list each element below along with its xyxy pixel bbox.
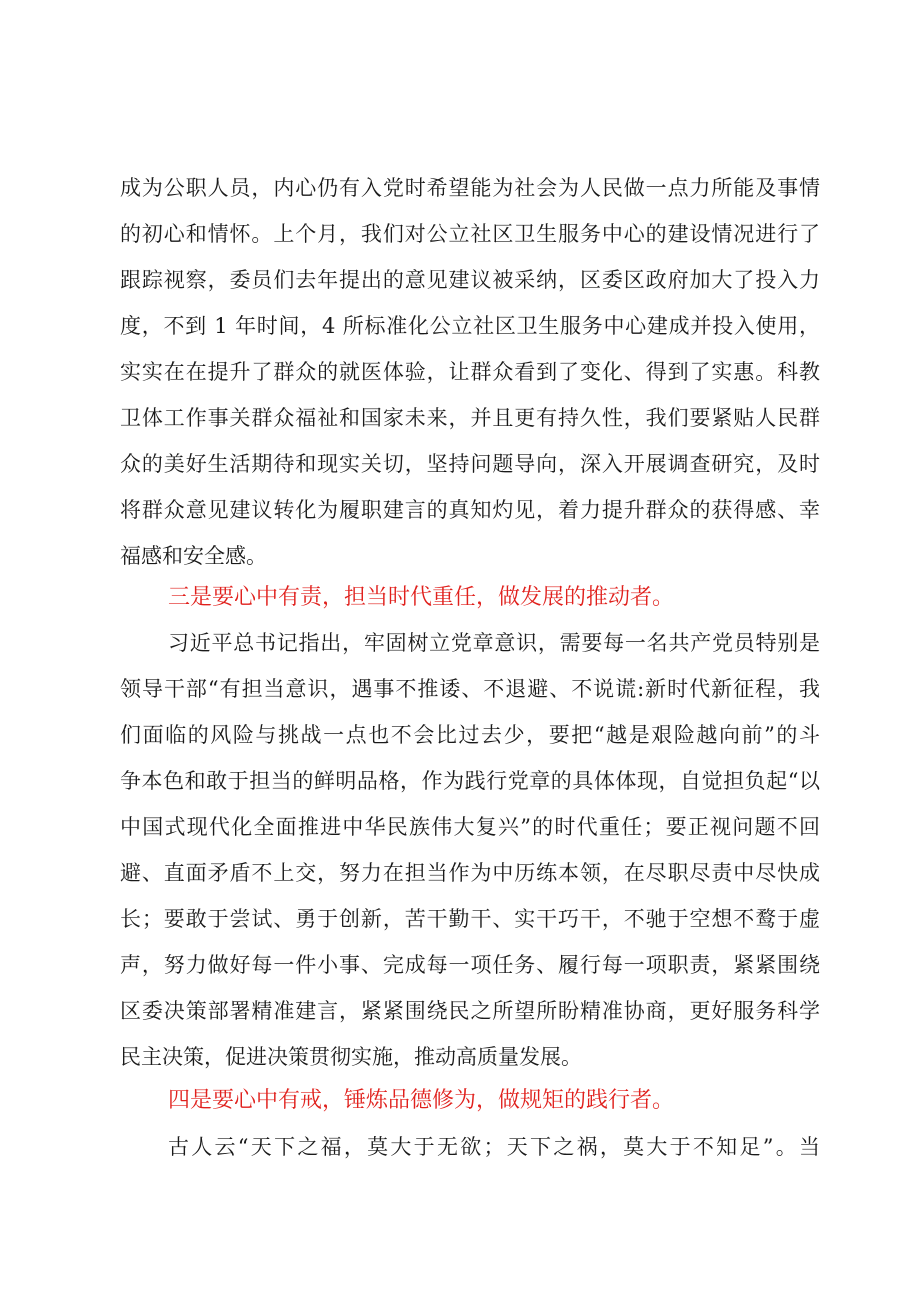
paragraph2-line: 长；要敢于尝试、勇于创新，苦干勤干、实干巧干，不驰于空想不鹜于虚: [120, 907, 820, 931]
paragraph2-line: 中国式现代化全面推进中华民族伟大复兴”的时代重任；要正视问题不回: [120, 815, 820, 839]
paragraph2-line: 民主决策，促进决策贯彻实施，推动高质量发展。: [120, 1045, 582, 1069]
paragraph2-line: 争本色和敢于担当的鲜明品格，作为践行党章的具体体现，自觉担负起“以: [120, 769, 820, 793]
paragraph1-line: 众的美好生活期待和现实关切，坚持问题导向，深入开展调查研究，及时: [120, 452, 820, 476]
paragraph2-line: 们面临的风险与挑战一点也不会比过去少，要把“越是艰险越向前”的斗: [120, 723, 820, 747]
paragraph1-line: 的初心和情怀。上个月，我们对公立社区卫生服务中心的建设情况进行了: [120, 222, 820, 246]
section-heading-4: 四是要心中有戒，锤炼品德修为，做规矩的践行者。: [168, 1088, 675, 1113]
paragraph1-line: 成为公职人员，内心仍有入党时希望能为社会为人民做一点力所能及事情: [120, 176, 820, 200]
paragraph2-line: 避、直面矛盾不上交，努力在担当作为中历练本领，在尽职尽责中尽快成: [120, 861, 820, 885]
paragraph1-line: 福感和安全感。: [120, 544, 267, 568]
paragraph2-line: 习近平总书记指出，牢固树立党章意识，需要每一名共产党员特别是: [168, 631, 820, 655]
paragraph1-line: 实实在在提升了群众的就医体验，让群众看到了变化、得到了实惠。科教: [120, 360, 820, 384]
paragraph2-line: 声，努力做好每一件小事、完成每一项任务、履行每一项职责，紧紧围绕: [120, 953, 820, 977]
paragraph1-line: 将群众意见建议转化为履职建言的真知灼见，着力提升群众的获得感、幸: [120, 498, 820, 522]
paragraph2-line: 区委决策部署精准建言，紧紧围绕民之所望所盼精准协商，更好服务科学: [120, 999, 820, 1023]
paragraph2-line: 领导干部“有担当意识，遇事不推诿、不退避、不说谎:新时代新征程，我: [120, 677, 820, 701]
paragraph3-line: 古人云“天下之福，莫大于无欲；天下之祸，莫大于不知足”。当: [168, 1135, 820, 1159]
paragraph1-line: 度，不到 1 年时间，4 所标准化公立社区卫生服务中心建成并投入使用，: [120, 314, 820, 338]
paragraph1-line: 跟踪视察，委员们去年提出的意见建议被采纳，区委区政府加大了投入力: [120, 268, 820, 292]
paragraph1-line: 卫体工作事关群众福祉和国家未来，并且更有持久性，我们要紧贴人民群: [120, 406, 820, 430]
section-heading-3: 三是要心中有责，担当时代重任，做发展的推动者。: [168, 585, 675, 610]
